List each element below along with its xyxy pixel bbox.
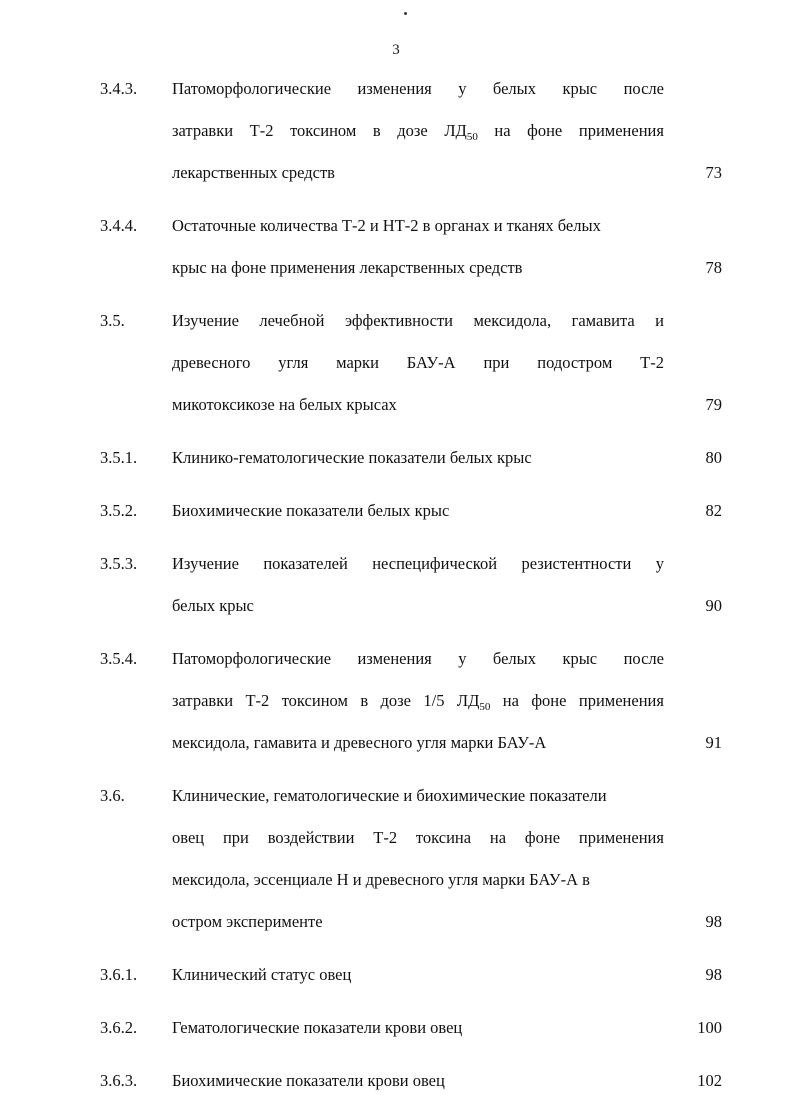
toc-entry-page: 82	[705, 501, 722, 520]
toc-entry-line	[172, 901, 722, 943]
toc-entry[interactable]	[100, 205, 722, 289]
toc-entry-line	[172, 680, 722, 722]
toc-entry-body	[172, 205, 722, 289]
toc-entry-line	[172, 638, 722, 680]
toc-entry-body	[172, 954, 722, 996]
toc-entry[interactable]	[100, 437, 722, 479]
toc-entry-line	[172, 585, 722, 627]
page-number: 3	[392, 42, 400, 58]
toc-entry-body	[172, 543, 722, 627]
toc-entry-text: белых крыс	[172, 596, 254, 615]
toc-entry-text: Остаточные количества Т-2 и НТ-2 в органах и тканях белых	[172, 216, 601, 235]
toc-entry-line	[172, 817, 722, 859]
toc-entry-text: Клинико-гематологические показатели белых крыс	[172, 448, 532, 467]
toc-entry-body	[172, 300, 722, 426]
toc-entry-text: древесного угля марки БАУ-А при подостром Т-2	[172, 353, 664, 372]
toc-entry-line	[172, 859, 722, 901]
toc-entry-number: 3.5.	[100, 311, 125, 330]
table-of-contents	[100, 68, 722, 1113]
toc-entry-line	[172, 954, 722, 996]
toc-entry-number: 3.4.3.	[100, 79, 138, 98]
toc-entry-number: 3.5.2.	[100, 501, 138, 520]
toc-entry-line	[172, 300, 722, 342]
toc-entry-page: 90	[705, 596, 722, 615]
toc-entry-number: 3.5.1.	[100, 448, 138, 467]
toc-entry-body	[172, 490, 722, 532]
toc-entry-text: микотоксикозе на белых крысах	[172, 395, 397, 414]
toc-entry-body	[172, 638, 722, 764]
toc-entry-line	[172, 722, 722, 764]
toc-entry-line	[172, 384, 722, 426]
toc-entry-line	[172, 490, 722, 532]
toc-entry-text: крыс на фоне применения лекарственных средств	[172, 258, 523, 277]
toc-entry-text: овец при воздействии Т-2 токсина на фоне применения	[172, 828, 664, 847]
toc-entry[interactable]	[100, 1007, 722, 1049]
toc-entry-text: мексидола, эссенциале Н и древесного угля марки БАУ-А в	[172, 870, 590, 889]
toc-entry-line	[172, 247, 722, 289]
toc-entry-page: 98	[705, 965, 722, 984]
toc-entry-line	[172, 152, 722, 194]
toc-entry-body	[172, 68, 722, 194]
toc-entry-text: затравки Т-2 токсином в дозе 1/5 $ЛД_{50}$ на фоне применения	[172, 691, 664, 713]
toc-entry-number: 3.5.3.	[100, 554, 138, 573]
toc-entry-number: 3.6.2.	[100, 1018, 138, 1037]
toc-entry-text: лекарственных средств	[172, 163, 335, 182]
page-top-mark	[404, 12, 407, 15]
toc-entry[interactable]	[100, 543, 722, 627]
toc-entry-page: 91	[705, 733, 722, 752]
toc-entry-page: 73	[705, 163, 722, 182]
toc-entry-number: 3.6.1.	[100, 965, 138, 984]
toc-entry[interactable]	[100, 638, 722, 764]
toc-entry-line	[172, 205, 722, 247]
toc-entry[interactable]	[100, 490, 722, 532]
toc-entry[interactable]	[100, 775, 722, 943]
toc-entry-text: Патоморфологические изменения у белых крыс после	[172, 649, 664, 668]
toc-entry[interactable]	[100, 954, 722, 996]
toc-entry-line	[172, 342, 722, 384]
toc-entry-page: 80	[705, 448, 722, 467]
toc-entry-text: Биохимические показатели крови овец	[172, 1071, 445, 1090]
toc-entry-body	[172, 437, 722, 479]
toc-entry-number: 3.4.4.	[100, 216, 138, 235]
toc-entry[interactable]	[100, 68, 722, 194]
toc-entry-text: Изучение лечебной эффективности мексидола, гамавита и	[172, 311, 664, 330]
toc-entry-text: Клинические, гематологические и биохимические показатели	[172, 786, 607, 805]
toc-entry-page: 98	[705, 912, 722, 931]
toc-entry-line	[172, 543, 722, 585]
toc-entry-line	[172, 437, 722, 479]
toc-entry-text: мексидола, гамавита и древесного угля марки БАУ-А	[172, 733, 547, 752]
toc-entry-body	[172, 1007, 722, 1049]
toc-entry-text: Гематологические показатели крови овец	[172, 1018, 463, 1037]
toc-entry-text: Клинический статус овец	[172, 965, 352, 984]
toc-entry-body	[172, 1060, 722, 1102]
toc-entry-body	[172, 775, 722, 943]
toc-entry-page: 100	[697, 1018, 722, 1037]
toc-entry-text: Изучение показателей неспецифической резистентности у	[172, 554, 664, 573]
toc-entry-text: Патоморфологические изменения у белых крыс после	[172, 79, 664, 98]
toc-entry-number: 3.6.	[100, 786, 125, 805]
toc-entry-page: 79	[705, 395, 722, 414]
toc-entry-number: 3.6.3.	[100, 1071, 138, 1090]
toc-entry-text: затравки Т-2 токсином в дозе $ЛД_{50}$ на фоне применения	[172, 121, 664, 143]
toc-entry-page: 78	[705, 258, 722, 277]
toc-entry-line	[172, 775, 722, 817]
toc-entry-page: 102	[697, 1071, 722, 1090]
toc-entry-number: 3.5.4.	[100, 649, 138, 668]
toc-entry-line	[172, 1060, 722, 1102]
toc-entry-text: остром эксперименте	[172, 912, 323, 931]
toc-entry-line	[172, 110, 722, 152]
toc-entry-line	[172, 1007, 722, 1049]
toc-entry-text: Биохимические показатели белых крыс	[172, 501, 450, 520]
toc-entry[interactable]	[100, 300, 722, 426]
toc-entry-line	[172, 68, 722, 110]
toc-entry[interactable]	[100, 1060, 722, 1102]
